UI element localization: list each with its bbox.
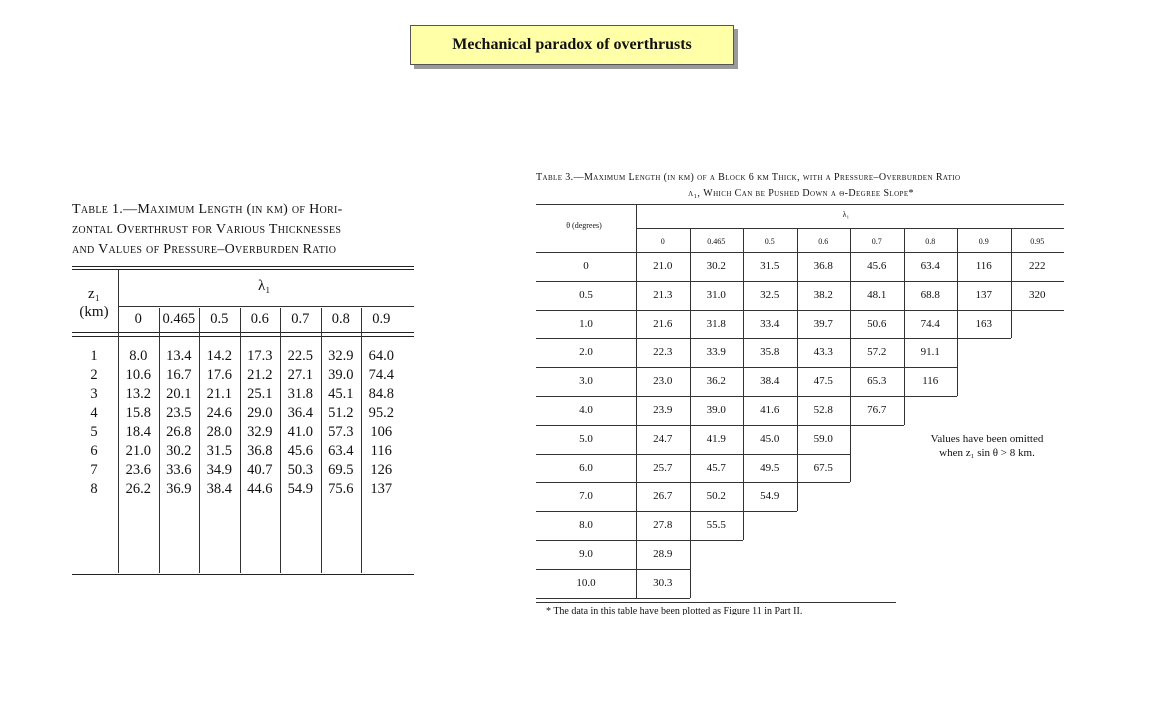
table-3-col-divider [850, 396, 851, 425]
table-3-col-divider [743, 281, 744, 310]
table-3-cell: 45.0 [760, 432, 780, 445]
table-1-cell: 21.1 [206, 386, 232, 402]
table-3-cell: 39.7 [813, 317, 833, 330]
table-1-cell: 25.1 [247, 386, 273, 402]
table-3-col-divider [797, 338, 798, 367]
table-3-col-divider [850, 338, 851, 367]
table-1-cell: 27.1 [287, 367, 313, 383]
table-3-col-divider [850, 367, 851, 396]
table-3-row-label: 4.0 [579, 404, 593, 416]
table-3-cell: 65.3 [867, 375, 887, 388]
table-3-col-divider [797, 310, 798, 339]
table-1-row-header: z₁ [88, 286, 100, 302]
table-3-top-rule [536, 204, 1064, 205]
table-3-col-divider [743, 425, 744, 454]
table-3-col-divider [957, 338, 958, 367]
table-3-col-divider [957, 310, 958, 339]
table-3-row-header: θ (degrees) [566, 221, 602, 230]
table-1-cell: 63.4 [328, 443, 354, 459]
table-1-cell: 38.4 [206, 481, 232, 497]
table-1-cell: 31.8 [287, 386, 313, 402]
table-1-row-header-unit: (km) [79, 304, 109, 320]
table-3-row-rule [536, 367, 957, 368]
table-3-bottom-rule [536, 602, 896, 603]
table-1-column-header: 0.6 [250, 311, 269, 327]
table-3-cell: 63.4 [920, 260, 940, 272]
table-1-row-label: 2 [90, 367, 98, 383]
table-3-col-divider [690, 454, 691, 483]
table-1-cell: 51.2 [328, 405, 354, 421]
table-1-cell: 21.2 [247, 367, 273, 383]
table-3-col-divider [797, 281, 798, 310]
table-3-column-header: 0.9 [978, 237, 989, 246]
table-3-column-header: 0.8 [925, 237, 936, 246]
table-3-cell: 26.7 [653, 490, 673, 503]
table-3-cell: 33.9 [706, 346, 726, 359]
table-3-row-label: 7.0 [579, 490, 593, 503]
table-3-col-divider [1011, 252, 1012, 281]
table-3-cell: 222 [1029, 260, 1046, 272]
table-1-cell: 28.0 [206, 424, 232, 440]
table-3-cell: 27.8 [653, 519, 673, 532]
table-3-cell: 116 [922, 375, 939, 388]
table-3-note-line1: Values have been omitted [930, 433, 1044, 445]
table-3-cell: 48.1 [867, 288, 887, 301]
table-3-cell: 32.5 [760, 288, 780, 301]
table-3-col-divider [797, 425, 798, 454]
table-3-caption-line2: λ₁, Which Can be Pushed Down a θ-Degree Slope* [688, 188, 914, 199]
table-3-row-label: 5.0 [579, 432, 593, 445]
table-1-cell: 106 [370, 424, 393, 440]
table-1-caption-line3: and Values of Pressure–Overburden Ratio [72, 242, 337, 257]
table-3-cell: 320 [1029, 288, 1046, 301]
table-3-col-group-header: λ₁ [842, 210, 850, 219]
table-3-cell: 47.5 [813, 375, 833, 388]
table-3-col-divider [904, 228, 905, 252]
table-3-row-rule [536, 338, 1011, 339]
table-3-cell: 25.7 [653, 461, 673, 474]
table-1-cell: 45.6 [287, 443, 313, 459]
table-3-cell: 52.8 [813, 404, 833, 416]
table-1-row-label: 7 [90, 462, 98, 478]
table-3-col-divider [904, 338, 905, 367]
table-1-cell: 116 [370, 443, 392, 459]
table-3-col-divider [850, 281, 851, 310]
table-3-col-divider [690, 281, 691, 310]
table-3-row-rule [536, 396, 957, 397]
table-1-cell: 14.2 [206, 348, 232, 364]
table-1-cell: 50.3 [287, 462, 313, 478]
table-3-row-rule [536, 425, 904, 426]
table-3-col-divider [797, 482, 798, 511]
table-1-cell: 23.5 [166, 405, 192, 421]
table-3-row-label: 2.0 [579, 346, 593, 359]
table-3-row-rule [536, 310, 1064, 311]
table-1-cell: 24.6 [206, 405, 232, 421]
table-3-row-rule [536, 540, 743, 541]
table-1-caption [72, 200, 414, 260]
table-1-cell: 29.0 [247, 405, 273, 421]
table-1-cell: 8.0 [129, 348, 148, 364]
table-1-cell: 15.8 [125, 405, 151, 421]
table-3-col-divider [904, 367, 905, 396]
table-1-row-label: 3 [90, 386, 98, 402]
table-3-col-divider [690, 425, 691, 454]
table-3-cell: 21.0 [653, 260, 673, 272]
table-3-cell: 23.9 [653, 404, 673, 416]
table-1-cell: 69.5 [328, 462, 354, 478]
table-1-grid [72, 266, 414, 516]
table-3-col-divider [957, 367, 958, 396]
table-3-col-divider [690, 569, 691, 598]
table-1-cell: 34.9 [206, 462, 232, 478]
table-1-cell: 137 [370, 481, 393, 497]
table-3-col-divider [904, 252, 905, 281]
table-3-row-label: 0.5 [579, 288, 593, 301]
table-1-cell: 13.4 [166, 348, 192, 364]
table-3-col-divider [957, 281, 958, 310]
table-3-col-divider [850, 425, 851, 454]
table-3-col-divider [904, 310, 905, 339]
table-3-col-divider [797, 252, 798, 281]
table-3-cell: 30.3 [653, 576, 673, 589]
table-3-col-divider [743, 454, 744, 483]
table-1-cell: 26.8 [166, 424, 192, 440]
table-1-cell: 13.2 [125, 386, 151, 402]
table-1-column-header: 0.8 [331, 311, 350, 327]
table-1-cell: 22.5 [287, 348, 313, 364]
table-3-cell: 50.6 [867, 317, 887, 330]
table-1-header-rule [72, 332, 414, 333]
table-1-cell: 31.5 [206, 443, 232, 459]
table-3-row-label: 3.0 [579, 375, 593, 388]
table-1-cell: 36.8 [247, 443, 273, 459]
table-3-col-divider [850, 228, 851, 252]
table-3-col-divider [1011, 228, 1012, 252]
table-1-cell: 26.2 [125, 481, 151, 497]
table-3-caption-line1: Table 3.—Maximum Length (in km) of a Block 6 km Thick, with a Pressure–Overburden Ratio [536, 172, 961, 183]
table-3-col-divider [743, 228, 744, 252]
table-3-grid [536, 204, 1066, 615]
table-1-cell: 126 [370, 462, 393, 478]
table-1-row-label: 6 [90, 443, 98, 459]
table-3-row-label: 9.0 [579, 548, 593, 560]
table-3-cell: 67.5 [813, 461, 833, 474]
table-3-col-divider [797, 228, 798, 252]
table-3-cell: 54.9 [760, 490, 780, 503]
table-3-col-divider [1011, 281, 1012, 310]
table-3-cell: 74.4 [920, 317, 940, 330]
table-1-cell: 21.0 [125, 443, 151, 459]
table-1-cell: 17.3 [247, 348, 273, 364]
table-1-cell: 32.9 [328, 348, 354, 364]
table-1-cell: 10.6 [125, 367, 151, 383]
table-1-cell: 54.9 [287, 481, 313, 497]
table-3-col-divider [850, 252, 851, 281]
table-3-col-divider [743, 367, 744, 396]
table-3 [536, 170, 1066, 615]
table-3-cell: 35.8 [760, 346, 780, 359]
table-1-cell: 44.6 [247, 481, 273, 497]
table-1-cell: 40.7 [247, 462, 273, 478]
table-3-row-rule [536, 569, 690, 570]
table-1-cell: 74.4 [368, 367, 394, 383]
table-3-column-header: 0.95 [1030, 237, 1045, 246]
table-3-cell: 59.0 [813, 432, 833, 445]
table-3-col-divider [1011, 310, 1012, 339]
table-1-row-label: 5 [90, 424, 98, 440]
table-3-cell: 116 [975, 260, 992, 272]
table-1-column-header: 0 [134, 311, 142, 327]
table-1-cell: 30.2 [166, 443, 192, 459]
table-1-column-header: 0.9 [372, 311, 391, 327]
table-3-row-label: 8.0 [579, 519, 593, 532]
table-1-cell: 64.0 [368, 348, 394, 364]
table-3-col-divider [743, 396, 744, 425]
table-3-col-divider [850, 454, 851, 483]
table-3-cell: 45.6 [867, 260, 887, 272]
table-1-caption-line2: zontal Overthrust for Various Thicknesses [72, 222, 342, 237]
table-1-cell: 32.9 [247, 424, 273, 440]
table-3-cell: 36.2 [706, 375, 726, 388]
table-3-column-header: 0.6 [818, 237, 829, 246]
table-3-cell: 38.2 [813, 288, 833, 301]
table-1-cell: 45.1 [328, 386, 354, 402]
table-3-row-rule [536, 281, 1064, 282]
table-3-caption [536, 170, 1066, 202]
table-3-col-divider [957, 252, 958, 281]
table-1-cell: 95.2 [368, 405, 394, 421]
table-3-col-divider [743, 252, 744, 281]
table-1-cell: 33.6 [166, 462, 192, 478]
table-3-row-rule [536, 454, 850, 455]
table-1-bottom-rule [72, 574, 414, 575]
table-3-footnote: * The data in this table have been plotted as Figure 11 in Part II. [546, 606, 803, 615]
table-3-col-divider [690, 511, 691, 540]
table-1-col-group-header: λ₁ [258, 278, 271, 294]
table-3-col-divider [690, 310, 691, 339]
table-3-cell: 38.4 [760, 375, 780, 388]
table-3-row-rule [536, 598, 690, 599]
table-3-col-divider [690, 540, 691, 569]
table-3-cell: 76.7 [867, 404, 887, 416]
table-3-cell: 55.5 [706, 519, 726, 532]
table-3-cell: 49.5 [760, 461, 780, 474]
table-3-cell: 31.5 [760, 260, 780, 272]
table-3-column-header: 0.465 [707, 237, 726, 246]
table-1-row-label: 8 [90, 481, 98, 497]
table-1-row-label: 4 [90, 405, 98, 421]
table-3-note [912, 432, 1062, 460]
table-1-top-rule [72, 266, 414, 267]
table-1-cell: 36.9 [166, 481, 192, 497]
table-3-col-divider [904, 281, 905, 310]
table-1-column-header: 0.7 [291, 311, 310, 327]
table-1-row-label: 1 [90, 348, 98, 364]
table-3-col-divider [690, 367, 691, 396]
table-3-cell: 28.9 [653, 548, 673, 560]
table-3-col-divider [850, 310, 851, 339]
table-1-column-header: 0.5 [210, 311, 229, 327]
table-3-column-header: 0.7 [871, 237, 882, 246]
table-3-col-divider [690, 396, 691, 425]
table-3-col-divider [743, 511, 744, 540]
table-3-cell: 31.8 [706, 317, 726, 330]
table-3-col-divider [957, 228, 958, 252]
table-1-cell: 84.8 [368, 386, 394, 402]
table-3-cell: 30.2 [706, 260, 726, 272]
table-3-row-rule [536, 482, 850, 483]
table-3-col-divider [797, 454, 798, 483]
table-3-header-rule [536, 252, 1064, 253]
table-3-cell: 91.1 [920, 346, 940, 359]
table-3-column-header: 0 [660, 237, 665, 246]
table-3-cell: 21.3 [653, 288, 673, 301]
table-3-cell: 23.0 [653, 375, 673, 388]
table-3-cell: 43.3 [813, 346, 833, 359]
table-3-cell: 31.0 [706, 288, 726, 301]
table-3-row-label: 10.0 [576, 576, 596, 589]
table-3-col-divider [743, 338, 744, 367]
table-3-cell: 24.7 [653, 432, 673, 445]
table-3-col-divider [904, 396, 905, 425]
table-3-row-label: 6.0 [579, 461, 593, 474]
table-1-header-rule-2 [72, 336, 414, 337]
table-3-column-header: 0.5 [764, 237, 775, 246]
table-3-cell: 137 [975, 288, 992, 301]
table-3-col-divider [743, 482, 744, 511]
table-3-cell: 33.4 [760, 317, 780, 330]
table-1-cell: 16.7 [166, 367, 192, 383]
table-3-col-divider [690, 338, 691, 367]
table-3-row-label: 0 [583, 260, 589, 272]
table-3-cell: 41.9 [706, 432, 726, 445]
table-1-cell: 23.6 [125, 462, 151, 478]
table-3-cell: 21.6 [653, 317, 673, 330]
table-3-cell: 68.8 [920, 288, 940, 301]
table-3-cell: 41.6 [760, 404, 780, 416]
table-1-cell: 39.0 [328, 367, 354, 383]
table-3-col-divider [797, 396, 798, 425]
table-3-cell: 57.2 [867, 346, 887, 359]
table-3-col-divider [690, 228, 691, 252]
table-1-caption-line1: —Maximum Length (in km) of Hori- [123, 202, 343, 217]
table-3-row-rule [536, 511, 797, 512]
table-1-cell: 20.1 [166, 386, 192, 402]
table-1-cell: 75.6 [328, 481, 354, 497]
table-3-cell: 36.8 [813, 260, 833, 272]
table-1-group-rule [118, 306, 414, 307]
table-3-col-divider [690, 482, 691, 511]
table-3-cell: 45.7 [706, 461, 726, 474]
table-3-col-divider [743, 310, 744, 339]
table-3-row-label: 1.0 [579, 317, 593, 330]
table-1 [72, 200, 414, 516]
table-1-cell: 18.4 [125, 424, 151, 440]
table-3-col-divider [797, 367, 798, 396]
table-3-note-line2: when z₁ sin θ > 8 km. [939, 447, 1035, 459]
table-1-top-rule-2 [72, 269, 414, 270]
table-3-cell: 39.0 [706, 404, 726, 416]
table-3-cell: 50.2 [706, 490, 726, 503]
table-1-cell: 57.3 [328, 424, 354, 440]
table-1-caption-lead: Table 1. [72, 202, 124, 217]
table-1-cell: 17.6 [206, 367, 232, 383]
table-3-cell: 22.3 [653, 346, 673, 359]
slide-title: Mechanical paradox of overthrusts [410, 25, 734, 65]
table-1-cell: 36.4 [287, 405, 313, 421]
table-3-cell: 163 [975, 317, 992, 330]
table-3-col-divider [690, 252, 691, 281]
table-1-column-header: 0.465 [162, 311, 196, 327]
table-1-cell: 41.0 [287, 424, 313, 440]
